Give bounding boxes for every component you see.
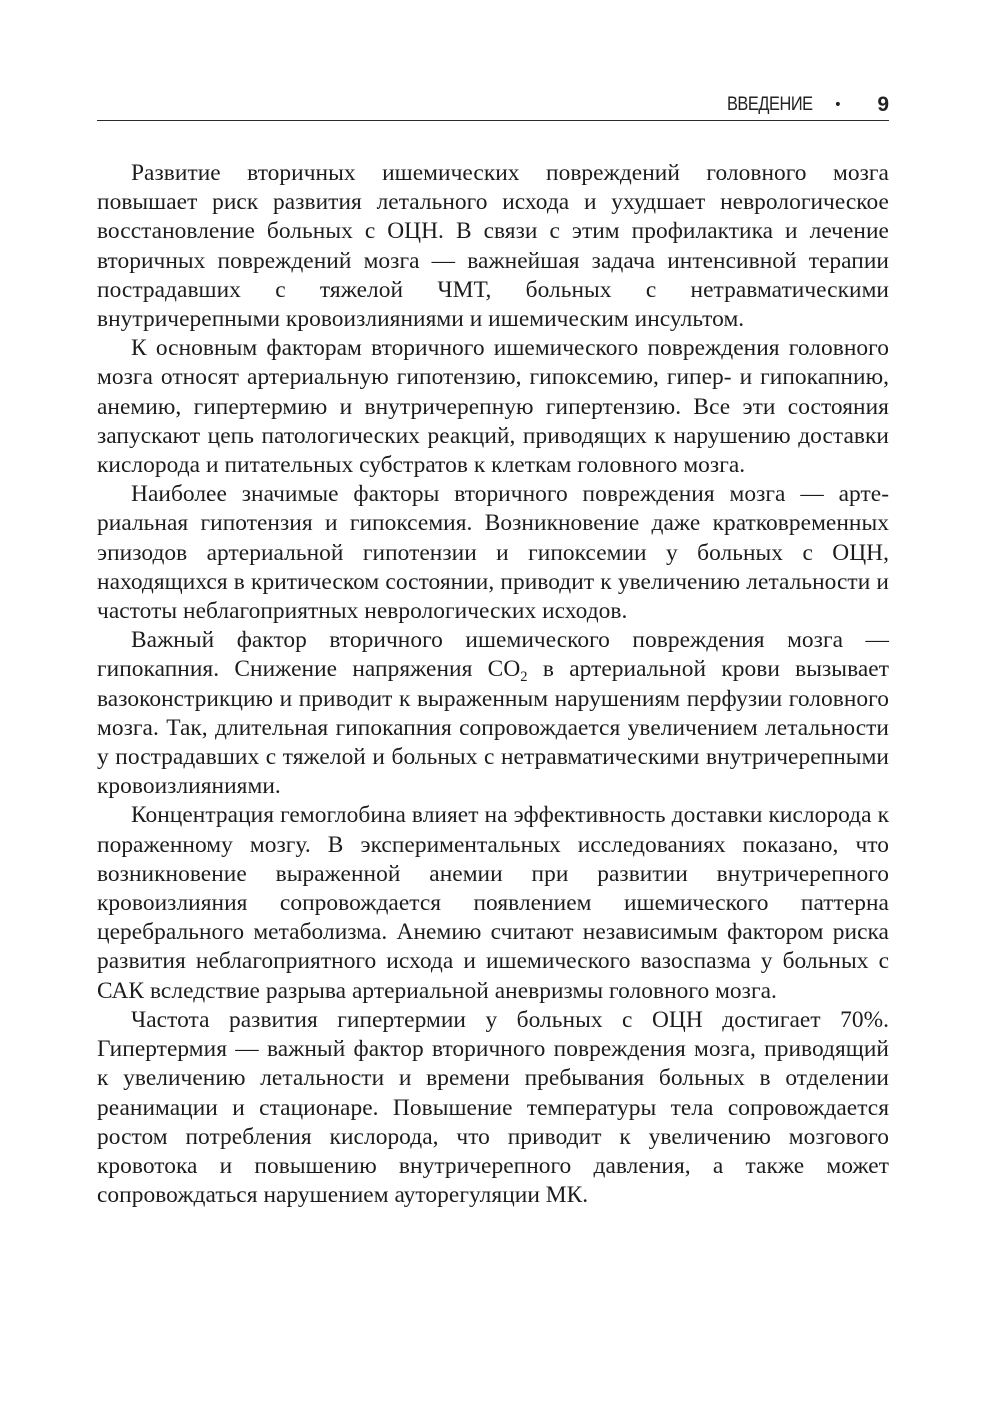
paragraph: Концентрация гемоглобина влияет на эффективность доставки кислорода к пораженному мозгу. В экспериментальных исследованиях показано, что возникновение выраженной анемии при развитии внутричерепного кровоизлияния сопровождается появлением ишемического паттерна церебрального метаболизма. Анемию считают независимым фактором риска развития неблагоприятного исхода и ишемического вазоспазма у больных с САК вследствие разрыва артериальной аневризмы головного мозга.: [97, 802, 889, 1004]
paragraph: [97, 626, 889, 801]
page-number: 9: [877, 93, 889, 116]
running-header: [97, 92, 889, 121]
body-text: [97, 159, 889, 1210]
header-bullet: •: [833, 97, 842, 113]
paragraph: К основным факторам вторичного ишемического повреждения головного мозга относят артериальную гипотензию, гипоксемию, гипер- и гипокапнию, анемию, гипертермию и внутричерепную гипертензию. Все эти состояния запускают цепь патологических реакций, приводящих к нарушению доставки кислорода и питательных субстратов к клеткам головного мозга.: [97, 335, 889, 479]
co2-subscript: 2: [520, 669, 528, 686]
paragraph: Наиболее значимые факторы вторичного повреждения мозга — артериальная гипотензия и гипоксемия. Возникновение даже кратковременных эпизодов артериальной гипотензии и гипоксемии у больных с ОЦН, находящихся в критическом состоянии, приводит к увеличению летальности и частоты неблагоприятных неврологических исходов.: [97, 481, 889, 625]
paragraph-text-after-subscript: в артериальной крови вызывает вазоконстрикцию и приводит к выраженным нарушениям перфузии головного мозга. Так, длительная гипокапния сопровождается увеличением летальности у пострадавших с тяжелой и больных с нетравматическими внутричерепными кровоизлияниями.: [97, 656, 889, 800]
section-title: ВВЕДЕНИЕ: [727, 94, 813, 115]
paragraph-text-before-subscript: Важный фактор вторичного ишемического повреждения мозга — гипокапния. Снижение напряжения СО: [97, 627, 889, 683]
paragraph: Развитие вторичных ишемических повреждений головного мозга повышает риск развития летального исхода и ухудшает неврологическое восстановление больных с ОЦН. В связи с этим профилактика и лечение вторичных повреждений мозга — важнейшая задача интенсивной терапии пострадавших с тяжелой ЧМТ, больных с нетравматическими внутричерепными кровоизлияниями и ишемическим инсультом.: [97, 160, 889, 333]
paragraph: Частота развития гипертермии у больных с ОЦН достигает 70%. Гипертермия — важный фактор вторичного повреждения мозга, приводящий к увеличению летальности и времени пребывания больных в отделении реанимации и стационаре. Повышение температуры тела сопровождается ростом потребления кислорода, что приводит к увеличению мозгового кровотока и повышению внутричерепного давления, а также может сопровождаться нарушением ауторегуляции МК.: [97, 1006, 889, 1209]
